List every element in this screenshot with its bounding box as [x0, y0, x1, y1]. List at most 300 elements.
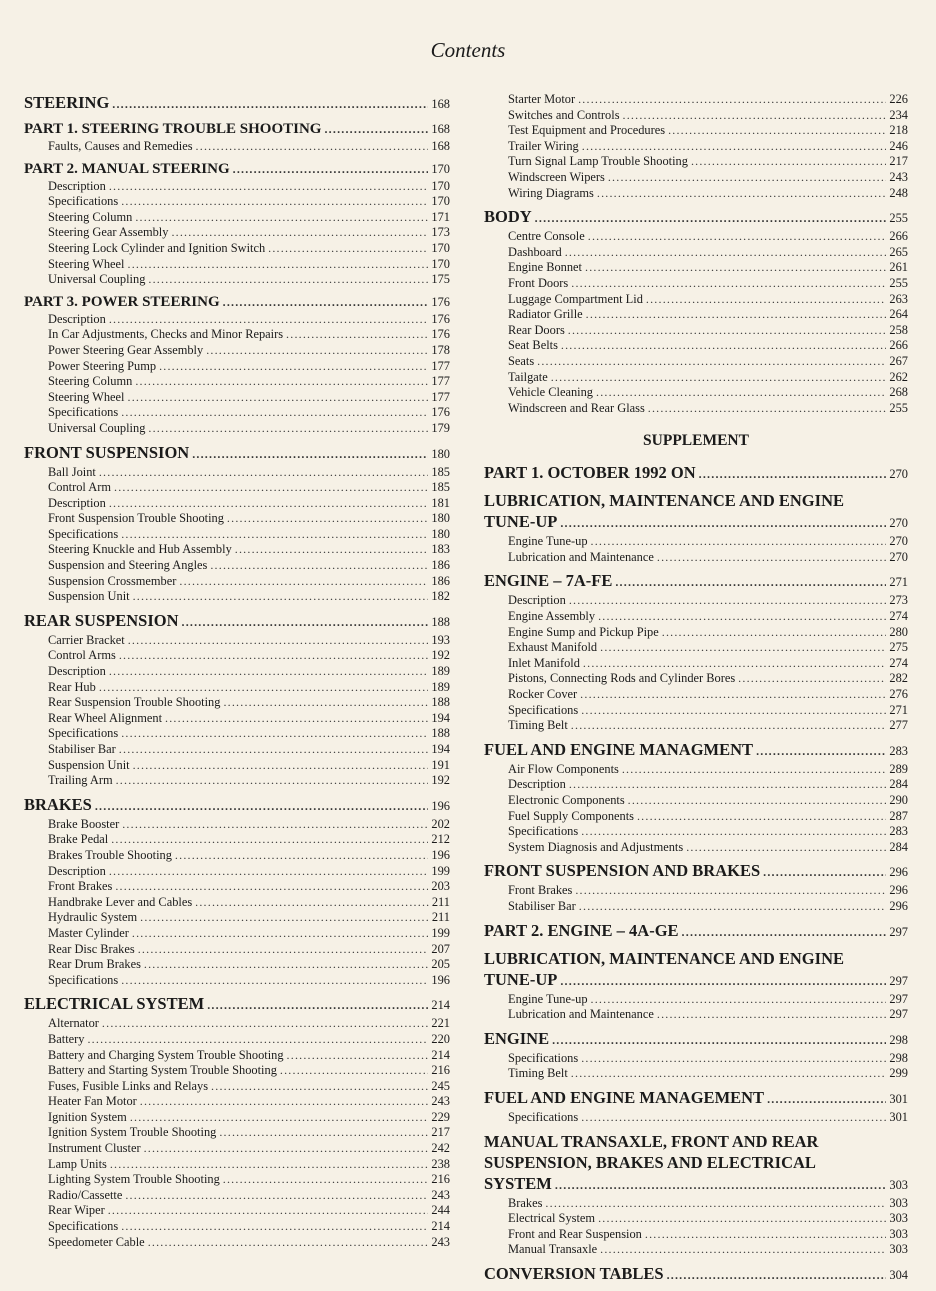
dot-leader [565, 245, 887, 261]
toc-entry[interactable] [484, 883, 908, 899]
toc-entry-label: Suspension Unit [48, 589, 130, 604]
dot-leader [111, 832, 428, 848]
toc-section [24, 442, 450, 605]
toc-entry-page-number: 207 [431, 941, 450, 956]
toc-entry-label: Rocker Cover [508, 687, 578, 702]
toc-entry[interactable] [24, 390, 450, 406]
toc-entry[interactable] [484, 1066, 908, 1082]
toc-entry[interactable] [24, 742, 450, 758]
toc-entry[interactable] [484, 550, 908, 566]
toc-entry[interactable] [24, 1125, 450, 1141]
toc-entry[interactable] [24, 773, 450, 789]
toc-entry-label: Specifications [48, 972, 119, 987]
toc-entry[interactable] [24, 589, 450, 605]
toc-entry[interactable] [24, 225, 450, 241]
dot-leader [268, 241, 428, 257]
toc-entry[interactable] [24, 1219, 450, 1235]
toc-entry-label: Rear Wiper [48, 1203, 105, 1218]
toc-entry[interactable] [24, 695, 450, 711]
toc-entry-label: Engine Tune-up [508, 991, 588, 1006]
toc-entry-label: Windscreen Wipers [508, 169, 605, 184]
toc-entry-page-number: 266 [889, 229, 908, 244]
toc-entry-page-number: 192 [431, 648, 450, 663]
toc-entry-label: Suspension Unit [48, 757, 130, 772]
dot-leader [133, 589, 429, 605]
toc-entry[interactable] [484, 1211, 908, 1227]
toc-entry[interactable] [484, 229, 908, 245]
dot-leader [175, 848, 428, 864]
toc-entry-label: Engine Sump and Pickup Pipe [508, 624, 659, 639]
toc-entry[interactable] [484, 899, 908, 915]
toc-entry-label: Steering Column [48, 209, 133, 224]
toc-entry[interactable] [484, 703, 908, 719]
dot-leader [598, 1211, 886, 1227]
dot-leader [597, 186, 887, 202]
toc-entry[interactable] [484, 401, 908, 417]
toc-entry[interactable] [484, 840, 908, 856]
toc-entry-label: Front Brakes [48, 879, 113, 894]
toc-entry[interactable] [484, 534, 908, 550]
toc-entry-page-number: 289 [889, 761, 908, 776]
toc-entry-page-number: 266 [889, 338, 908, 353]
toc-entry-label: Steering Gear Assembly [48, 225, 169, 240]
toc-entry-label: Handbrake Lever and Cables [48, 894, 193, 909]
toc-entry-label: Alternator [48, 1016, 99, 1031]
dot-leader [657, 550, 887, 566]
dot-leader [600, 1242, 886, 1258]
toc-section [24, 160, 450, 288]
toc-heading-page-number: 170 [431, 161, 450, 176]
toc-entry[interactable] [24, 542, 450, 558]
toc-entry[interactable] [24, 726, 450, 742]
toc-entry[interactable] [24, 312, 450, 328]
toc-entry-page-number: 205 [431, 957, 450, 972]
dot-leader [133, 758, 429, 774]
toc-entry[interactable] [24, 864, 450, 880]
toc-heading-label: PART 2. MANUAL STEERING [24, 160, 230, 177]
toc-entry-page-number: 177 [431, 374, 450, 389]
toc-entry[interactable] [24, 210, 450, 226]
dot-leader [668, 123, 886, 139]
toc-entry[interactable] [24, 179, 450, 195]
toc-heading-label: FUEL AND ENGINE MANAGEMENT [484, 1087, 765, 1107]
toc-entry-page-number: 181 [431, 495, 450, 510]
toc-entry-label: Suspension and Steering Angles [48, 558, 208, 573]
left-column [24, 92, 450, 1255]
toc-heading[interactable] [484, 969, 908, 992]
toc-entry-page-number: 192 [431, 773, 450, 788]
toc-entry-page-number: 276 [889, 687, 908, 702]
toc-entry-label: Pistons, Connecting Rods and Cylinder Bores [508, 671, 736, 686]
toc-entry[interactable] [24, 1110, 450, 1126]
toc-heading[interactable] [24, 120, 450, 139]
toc-entry[interactable] [484, 338, 908, 354]
toc-heading[interactable] [484, 920, 908, 943]
dot-leader [648, 401, 887, 417]
toc-entry[interactable] [484, 1196, 908, 1212]
dot-leader [115, 879, 428, 895]
toc-entry[interactable] [484, 170, 908, 186]
toc-entry[interactable] [24, 327, 450, 343]
toc-entry-label: Faults, Causes and Remedies [48, 139, 193, 153]
toc-entry[interactable] [24, 758, 450, 774]
toc-entry[interactable] [484, 640, 908, 656]
toc-entry[interactable] [484, 777, 908, 793]
toc-heading[interactable] [484, 1263, 908, 1286]
dot-leader [324, 120, 428, 139]
dot-leader [144, 957, 429, 973]
toc-heading[interactable] [24, 993, 450, 1016]
dot-leader [645, 1227, 887, 1243]
toc-heading-page-number: 297 [889, 924, 908, 939]
dot-leader [552, 1030, 886, 1051]
toc-entry[interactable] [484, 762, 908, 778]
toc-entry-label: Timing Belt [508, 1066, 568, 1081]
dot-leader [219, 1125, 428, 1141]
toc-entry-label: Specifications [508, 702, 579, 717]
toc-entry[interactable] [484, 123, 908, 139]
dot-leader [210, 558, 428, 574]
dot-leader [148, 1235, 429, 1251]
toc-entry-page-number: 188 [431, 726, 450, 741]
toc-entry[interactable] [24, 272, 450, 288]
toc-entry[interactable] [484, 154, 908, 170]
toc-entry-label: Description [48, 311, 106, 326]
toc-entry[interactable] [24, 957, 450, 973]
dot-leader [119, 648, 429, 664]
toc-entry-label: Ignition System Trouble Shooting [48, 1125, 217, 1140]
toc-entry-label: Manual Transaxle [508, 1242, 598, 1257]
dot-leader [182, 612, 429, 633]
dot-leader [699, 464, 887, 485]
toc-entry[interactable] [24, 241, 450, 257]
toc-entry[interactable] [24, 1157, 450, 1173]
dot-leader [286, 327, 428, 343]
dot-leader [615, 572, 886, 593]
toc-entry[interactable] [484, 1110, 908, 1126]
toc-heading[interactable] [484, 462, 908, 485]
toc-entry[interactable] [24, 574, 450, 590]
toc-heading[interactable] [484, 511, 908, 534]
toc-heading-label: FRONT SUSPENSION AND BRAKES [484, 861, 761, 881]
toc-entry[interactable] [484, 276, 908, 292]
toc-heading-line: LUBRICATION, MAINTENANCE AND ENGINE [484, 491, 844, 511]
toc-heading-line: SUSPENSION, BRAKES AND ELECTRICAL [484, 1152, 816, 1172]
toc-entry-label: Starter Motor [508, 92, 576, 106]
toc-heading-label: FUEL AND ENGINE MANAGMENT [484, 739, 754, 759]
toc-heading-page-number: 297 [889, 973, 908, 988]
toc-entry[interactable] [484, 385, 908, 401]
toc-entry[interactable] [24, 359, 450, 375]
toc-section [484, 1263, 908, 1286]
toc-entry-label: Description [48, 664, 106, 679]
toc-entry[interactable] [484, 625, 908, 641]
toc-entry[interactable] [484, 307, 908, 323]
toc-entry[interactable] [484, 92, 908, 108]
toc-heading-label: PART 2. ENGINE – 4A-GE [484, 920, 679, 940]
toc-entry[interactable] [484, 609, 908, 625]
toc-entry-page-number: 245 [431, 1078, 450, 1093]
toc-entry[interactable] [484, 718, 908, 734]
toc-entry[interactable] [24, 1172, 450, 1188]
toc-entry[interactable] [484, 656, 908, 672]
toc-entry[interactable] [484, 108, 908, 124]
toc-entry-label: Universal Coupling [48, 420, 146, 435]
toc-entry-page-number: 243 [889, 169, 908, 184]
toc-entry-label: Specifications [508, 1050, 579, 1065]
toc-entry[interactable] [24, 664, 450, 680]
toc-entry-page-number: 178 [431, 342, 450, 357]
toc-heading-page-number: 214 [431, 998, 450, 1013]
toc-heading[interactable] [484, 1028, 908, 1051]
toc-entry[interactable] [24, 926, 450, 942]
toc-section [484, 570, 908, 733]
toc-entry-label: Air Flow Components [508, 761, 619, 776]
toc-entry-label: Electronic Components [508, 793, 625, 807]
toc-heading-line: LUBRICATION, MAINTENANCE AND ENGINE [484, 948, 844, 968]
toc-entry-page-number: 171 [431, 209, 450, 224]
dot-leader [128, 633, 429, 649]
toc-entry[interactable] [24, 711, 450, 727]
toc-entry-label: Ball Joint [48, 464, 96, 479]
dot-leader [138, 942, 429, 958]
dot-leader [223, 695, 428, 711]
toc-entry[interactable] [484, 687, 908, 703]
toc-heading-label: PART 1. STEERING TROUBLE SHOOTING [24, 121, 322, 137]
toc-entry[interactable] [24, 879, 450, 895]
toc-entry-page-number: 176 [431, 405, 450, 420]
toc-entry[interactable] [484, 824, 908, 840]
toc-entry-label: Steering Wheel [48, 256, 125, 271]
toc-heading[interactable] [24, 442, 450, 465]
toc-entry[interactable] [484, 260, 908, 276]
toc-heading[interactable] [24, 794, 450, 817]
toc-entry-page-number: 277 [889, 718, 908, 733]
dot-leader [581, 1110, 886, 1126]
toc-entry-label: Exhaust Manifold [508, 640, 598, 655]
toc-entry[interactable] [24, 1016, 450, 1032]
toc-entry-label: Control Arm [48, 480, 111, 495]
toc-entry[interactable] [24, 1048, 450, 1064]
toc-entry-label: Speedometer Cable [48, 1234, 145, 1249]
toc-entry[interactable] [24, 465, 450, 481]
toc-entry-label: Windscreen and Rear Glass [508, 400, 645, 415]
toc-entry[interactable] [24, 910, 450, 926]
toc-entry[interactable] [484, 139, 908, 155]
toc-heading[interactable] [484, 860, 908, 883]
toc-entry-page-number: 303 [889, 1211, 908, 1226]
toc-entry-label: Steering Column [48, 374, 133, 389]
dot-leader [235, 542, 429, 558]
toc-entry[interactable] [24, 1141, 450, 1157]
dot-leader [192, 444, 428, 465]
toc-entry[interactable] [24, 942, 450, 958]
toc-heading-label: ENGINE [484, 1028, 550, 1048]
toc-entry[interactable] [484, 809, 908, 825]
toc-entry[interactable] [24, 848, 450, 864]
toc-entry[interactable] [484, 370, 908, 386]
toc-entry-label: Description [508, 777, 566, 792]
toc-entry[interactable] [24, 817, 450, 833]
toc-entry[interactable] [24, 648, 450, 664]
toc-entry[interactable] [484, 1242, 908, 1258]
dot-leader [140, 910, 429, 926]
toc-heading-page-number: 168 [431, 97, 450, 111]
toc-heading[interactable] [484, 1173, 908, 1196]
dot-leader [575, 883, 886, 899]
toc-section [484, 920, 908, 943]
dot-leader [140, 1094, 429, 1110]
toc-entry-label: Steering Wheel [48, 389, 125, 404]
toc-heading[interactable] [24, 610, 450, 633]
toc-entry-page-number: 238 [431, 1156, 450, 1171]
toc-entry[interactable] [24, 194, 450, 210]
toc-entry-label: Lubrication and Maintenance [508, 549, 654, 564]
dot-leader [569, 777, 887, 793]
dot-leader [568, 323, 887, 339]
toc-entry-page-number: 203 [431, 879, 450, 894]
toc-heading[interactable] [24, 160, 450, 179]
dot-leader [591, 992, 887, 1008]
toc-entry-label: Brakes [508, 1195, 543, 1210]
dot-leader [121, 405, 428, 421]
toc-section [24, 794, 450, 989]
dot-leader [148, 272, 428, 288]
toc-entry[interactable] [24, 1063, 450, 1079]
toc-entry[interactable] [24, 496, 450, 512]
toc-entry-page-number: 189 [431, 679, 450, 694]
toc-entry-label: Specifications [48, 526, 119, 541]
toc-entry-label: Stabiliser Bar [48, 742, 116, 756]
toc-heading[interactable] [484, 739, 908, 762]
toc-entry-label: Lubrication and Maintenance [508, 1007, 654, 1022]
toc-entry-page-number: 274 [889, 609, 908, 624]
toc-entry[interactable] [484, 186, 908, 202]
toc-entry[interactable] [24, 527, 450, 543]
toc-entry[interactable] [24, 680, 450, 696]
toc-entry[interactable] [484, 1227, 908, 1243]
toc-entry[interactable] [24, 973, 450, 989]
toc-entry-page-number: 271 [889, 702, 908, 717]
toc-heading-label: TUNE-UP [484, 512, 558, 532]
dot-leader [108, 1203, 429, 1219]
toc-entry-page-number: 220 [431, 1031, 450, 1046]
toc-entry[interactable] [24, 1188, 450, 1204]
dot-leader [535, 208, 887, 229]
toc-entry-page-number: 299 [889, 1066, 908, 1081]
dot-leader [135, 374, 428, 390]
toc-entry[interactable] [24, 343, 450, 359]
toc-entry-label: Fuel Supply Components [508, 808, 634, 823]
toc-entry-label: Turn Signal Lamp Trouble Shooting [508, 154, 688, 169]
toc-heading[interactable] [484, 206, 908, 229]
toc-entry-page-number: 280 [889, 624, 908, 639]
toc-entry[interactable] [484, 354, 908, 370]
toc-entry[interactable] [484, 593, 908, 609]
dot-leader [128, 390, 429, 406]
toc-section [484, 860, 908, 914]
dot-leader [132, 926, 429, 942]
toc-entry-page-number: 199 [431, 863, 450, 878]
toc-entry[interactable] [484, 1051, 908, 1067]
toc-entry-page-number: 217 [431, 1125, 450, 1140]
toc-entry-page-number: 243 [431, 1234, 450, 1249]
toc-heading[interactable] [484, 1087, 908, 1110]
toc-heading[interactable] [24, 92, 450, 115]
toc-entry[interactable] [484, 245, 908, 261]
toc-entry[interactable] [24, 1203, 450, 1219]
toc-entry[interactable] [24, 480, 450, 496]
toc-entry-label: Engine Assembly [508, 609, 596, 624]
dot-leader [585, 260, 886, 276]
toc-entry-label: Front Suspension Trouble Shooting [48, 511, 224, 526]
toc-entry-label: Heater Fan Motor [48, 1094, 137, 1109]
toc-entry[interactable] [484, 671, 908, 687]
toc-heading-page-number: 188 [431, 614, 450, 629]
toc-entry[interactable] [24, 832, 450, 848]
toc-entry[interactable] [24, 1079, 450, 1095]
toc-heading[interactable] [484, 570, 908, 593]
dot-leader [637, 809, 886, 825]
toc-entry[interactable] [24, 895, 450, 911]
dot-leader [99, 465, 429, 481]
toc-entry[interactable] [24, 139, 450, 155]
toc-heading-page-number: 296 [889, 865, 908, 880]
toc-entry[interactable] [484, 992, 908, 1008]
toc-entry[interactable] [24, 421, 450, 437]
toc-entry-page-number: 290 [889, 793, 908, 807]
toc-entry-page-number: 170 [431, 194, 450, 209]
toc-entry-page-number: 183 [431, 542, 450, 557]
toc-entry-label: Battery and Charging System Trouble Shooting [48, 1047, 284, 1062]
toc-entry-label: Front and Rear Suspension [508, 1226, 642, 1241]
dot-leader [109, 496, 429, 512]
toc-entry-label: Suspension Crossmember [48, 573, 177, 588]
toc-entry-page-number: 248 [889, 185, 908, 200]
toc-entry[interactable] [24, 558, 450, 574]
toc-entry[interactable] [24, 511, 450, 527]
toc-entry-label: In Car Adjustments, Checks and Minor Repairs [48, 327, 284, 342]
toc-heading[interactable] [24, 293, 450, 312]
toc-entry[interactable] [484, 323, 908, 339]
dot-leader [121, 973, 428, 989]
toc-entry[interactable] [484, 1007, 908, 1023]
toc-entry[interactable] [24, 1094, 450, 1110]
dot-leader [227, 511, 428, 527]
toc-entry[interactable] [24, 1235, 450, 1251]
toc-entry[interactable] [24, 257, 450, 273]
toc-entry-page-number: 234 [889, 107, 908, 122]
dot-leader [179, 574, 428, 590]
toc-entry-page-number: 264 [889, 307, 908, 322]
toc-entry-label: Description [48, 863, 106, 878]
toc-heading-page-number: 180 [431, 446, 450, 461]
toc-entry[interactable] [24, 374, 450, 390]
toc-entry[interactable] [24, 405, 450, 421]
dot-leader [588, 229, 887, 245]
dot-leader [206, 343, 428, 359]
toc-entry[interactable] [24, 633, 450, 649]
toc-entry-page-number: 296 [889, 883, 908, 898]
toc-entry[interactable] [24, 1032, 450, 1048]
toc-entry-label: Description [48, 495, 106, 510]
toc-entry[interactable] [484, 292, 908, 308]
toc-heading-page-number: 270 [889, 516, 908, 531]
toc-heading-line: MANUAL TRANSAXLE, FRONT AND REAR [484, 1131, 819, 1151]
toc-entry-label: Master Cylinder [48, 925, 129, 940]
toc-entry[interactable] [484, 793, 908, 809]
dot-leader [196, 139, 429, 155]
